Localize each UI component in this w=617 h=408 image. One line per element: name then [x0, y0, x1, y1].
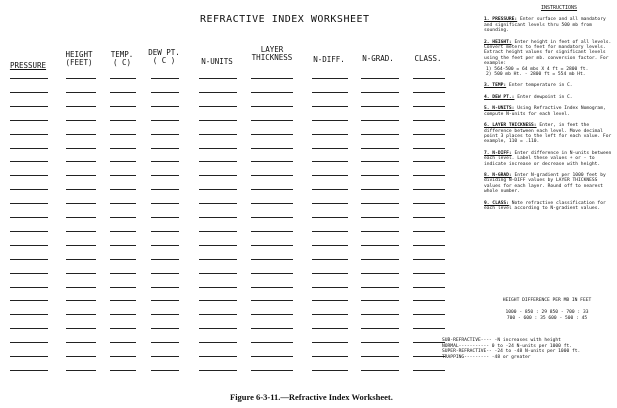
- entry-line: [361, 356, 399, 357]
- entry-line: [151, 189, 179, 190]
- entry-line: [199, 328, 237, 329]
- entry-line: [10, 231, 48, 232]
- entry-line: [199, 273, 237, 274]
- instruction-item: [484, 83, 612, 88]
- entry-line: [151, 259, 179, 260]
- entry-line: [251, 175, 293, 176]
- entry-line: [251, 203, 293, 204]
- classification-item: SUB-REFRACTIVE---- -N increases with height: [442, 338, 561, 343]
- entry-line: [251, 148, 293, 149]
- entry-line: [110, 259, 136, 260]
- entry-line: [10, 175, 48, 176]
- entry-line: [361, 106, 399, 107]
- entry-line: [251, 287, 293, 288]
- entry-line: [110, 231, 136, 232]
- entry-line: [413, 217, 445, 218]
- entry-line: [66, 217, 96, 218]
- column-header: LAYER THICKNESS: [251, 45, 293, 62]
- instructions-panel: [484, 6, 612, 217]
- entry-line: [361, 78, 399, 79]
- entry-line: [10, 259, 48, 260]
- entry-line: [151, 78, 179, 79]
- entry-line: [361, 328, 399, 329]
- entry-line: [151, 134, 179, 135]
- height-difference-table: [488, 298, 606, 322]
- entry-line: [110, 314, 136, 315]
- entry-line: [251, 370, 293, 371]
- classification-item: TRAPPING--------- -48 or greater: [442, 354, 531, 360]
- instruction-text: Using Refractive Index Nomogram, compute N-units for each level.: [484, 106, 606, 117]
- entry-line: [413, 134, 445, 135]
- entry-line: [110, 245, 136, 246]
- entry-line: [10, 328, 48, 329]
- entry-line: [312, 120, 348, 121]
- column-header: DEW PT. ( C ): [148, 48, 180, 65]
- entry-line: [361, 259, 399, 260]
- entry-line: [199, 217, 237, 218]
- entry-line: [199, 175, 237, 176]
- instruction-example: 1) 564-500 = 64 mbs X 4 ft = 2800 ft. 2) 500 mb Ht. - 2800 ft = 554 mb Ht.: [486, 66, 589, 78]
- entry-line: [361, 245, 399, 246]
- entry-line: [10, 203, 48, 204]
- instruction-text: Note refractive classification for each level according to N-gradient values.: [484, 200, 606, 211]
- entry-line: [66, 161, 96, 162]
- entry-line: [251, 161, 293, 162]
- classification-item: NORMAL----------- 0 to -24 N-units per 1000 ft.: [442, 343, 572, 349]
- entry-line: [251, 78, 293, 79]
- instruction-item: [484, 201, 612, 212]
- entry-line: [413, 175, 445, 176]
- entry-line: [199, 203, 237, 204]
- entry-line: [110, 217, 136, 218]
- entry-line: [199, 356, 237, 357]
- entry-line: [312, 273, 348, 274]
- entry-line: [199, 120, 237, 121]
- instruction-text: Enter dewpoint in C.: [517, 94, 573, 100]
- entry-line: [413, 259, 445, 260]
- entry-line: [413, 78, 445, 79]
- entry-line: [151, 370, 179, 371]
- entry-line: [413, 328, 445, 329]
- entry-line: [110, 203, 136, 204]
- entry-line: [312, 78, 348, 79]
- entry-line: [199, 287, 237, 288]
- entry-line: [312, 259, 348, 260]
- entry-line: [10, 370, 48, 371]
- entry-line: [66, 259, 96, 260]
- entry-line: [312, 161, 348, 162]
- entry-line: [151, 231, 179, 232]
- entry-line: [361, 342, 399, 343]
- entry-line: [199, 342, 237, 343]
- entry-line: [413, 314, 445, 315]
- entry-line: [10, 273, 48, 274]
- entry-line: [361, 120, 399, 121]
- entry-line: [312, 370, 348, 371]
- entry-line: [199, 106, 237, 107]
- instruction-title: 9. CLASS:: [484, 200, 509, 206]
- entry-line: [312, 148, 348, 149]
- instruction-item: [484, 17, 612, 33]
- entry-line: [66, 273, 96, 274]
- entry-line: [413, 300, 445, 301]
- instructions-heading: INSTRUCTIONS: [540, 5, 578, 11]
- entry-line: [312, 231, 348, 232]
- entry-line: [199, 189, 237, 190]
- entry-line: [199, 370, 237, 371]
- entry-line: [151, 342, 179, 343]
- entry-line: [251, 134, 293, 135]
- entry-line: [66, 245, 96, 246]
- entry-line: [151, 148, 179, 149]
- instruction-item: [484, 95, 612, 100]
- entry-line: [312, 356, 348, 357]
- entry-line: [66, 314, 96, 315]
- entry-line: [361, 314, 399, 315]
- entry-line: [110, 273, 136, 274]
- entry-line: [413, 189, 445, 190]
- entry-line: [251, 314, 293, 315]
- entry-line: [10, 148, 48, 149]
- entry-line: [10, 78, 48, 79]
- entry-line: [151, 120, 179, 121]
- entry-line: [10, 314, 48, 315]
- entry-line: [312, 92, 348, 93]
- entry-line: [151, 314, 179, 315]
- entry-line: [66, 92, 96, 93]
- entry-line: [251, 92, 293, 93]
- entry-line: [66, 106, 96, 107]
- entry-line: [151, 245, 179, 246]
- entry-line: [312, 189, 348, 190]
- entry-line: [199, 300, 237, 301]
- entry-line: [361, 370, 399, 371]
- entry-line: [312, 245, 348, 246]
- entry-line: [361, 92, 399, 93]
- entry-line: [66, 370, 96, 371]
- instruction-text: Enter N-gradient per 1000 feet by dividing N-DIFF values by LAYER THICKNESS values for each layer. Round off to nearest whole number.: [484, 172, 606, 195]
- entry-line: [110, 134, 136, 135]
- entry-line: [110, 370, 136, 371]
- entry-line: [151, 273, 179, 274]
- entry-line: [312, 203, 348, 204]
- column-header: N-UNITS: [201, 57, 233, 66]
- entry-line: [66, 203, 96, 204]
- height-difference-row: 1000 - 850 : 29 850 - 700 : 33: [505, 310, 589, 315]
- instruction-text: Enter height in feet of all levels. Convert meters to feet for mandatory levels. Extract height values for significant levels using the feet per mb. conversion factor. For example:: [484, 39, 612, 67]
- instruction-title: 4. DEW PT.:: [484, 94, 515, 100]
- entry-line: [251, 120, 293, 121]
- entry-line: [251, 106, 293, 107]
- entry-line: [361, 203, 399, 204]
- entry-line: [10, 245, 48, 246]
- entry-line: [66, 342, 96, 343]
- column-header: CLASS.: [414, 54, 442, 63]
- entry-line: [151, 300, 179, 301]
- entry-line: [361, 217, 399, 218]
- instruction-title: 8. N-GRAD:: [484, 172, 512, 178]
- entry-line: [199, 161, 237, 162]
- entry-line: [361, 148, 399, 149]
- entry-line: [10, 287, 48, 288]
- entry-line: [66, 189, 96, 190]
- entry-line: [361, 231, 399, 232]
- instruction-text: Enter, in feet the difference between each level. Move decimal point 3 places to the left for each value. For example, 110 = .110.: [484, 123, 612, 145]
- entry-line: [361, 175, 399, 176]
- entry-line: [151, 203, 179, 204]
- entry-line: [312, 328, 348, 329]
- entry-line: [413, 356, 445, 357]
- entry-line: [312, 217, 348, 218]
- entry-line: [199, 231, 237, 232]
- height-difference-title: HEIGHT DIFFERENCE PER MB IN FEET: [502, 298, 592, 303]
- classification-item: SUPER-REFRACTIVE-- -24 to -48 N-units per 1000 ft.: [442, 349, 581, 355]
- entry-line: [110, 175, 136, 176]
- entry-line: [66, 300, 96, 301]
- entry-line: [66, 134, 96, 135]
- entry-line: [10, 342, 48, 343]
- column-header: TEMP. ( C): [110, 50, 134, 67]
- entry-line: [312, 134, 348, 135]
- entry-line: [151, 217, 179, 218]
- entry-line: [413, 231, 445, 232]
- entry-line: [151, 287, 179, 288]
- entry-line: [110, 189, 136, 190]
- entry-line: [151, 92, 179, 93]
- entry-line: [66, 356, 96, 357]
- entry-line: [413, 273, 445, 274]
- entry-line: [199, 259, 237, 260]
- entry-line: [312, 314, 348, 315]
- entry-line: [361, 161, 399, 162]
- entry-line: [10, 189, 48, 190]
- entry-line: [312, 300, 348, 301]
- entry-line: [110, 356, 136, 357]
- instruction-text: Enter difference in N-units between each level. Label these values + or - to indicate increase or decrease with height.: [484, 150, 612, 167]
- entry-line: [66, 175, 96, 176]
- entry-line: [251, 245, 293, 246]
- entry-line: [199, 314, 237, 315]
- column-header: N-DIFF.: [313, 55, 345, 64]
- entry-line: [66, 120, 96, 121]
- figure-caption: Figure 6-3-11.—Refractive Index Worksheet.: [230, 392, 393, 402]
- entry-line: [199, 148, 237, 149]
- entry-line: [251, 328, 293, 329]
- entry-line: [151, 161, 179, 162]
- entry-line: [251, 217, 293, 218]
- entry-line: [110, 161, 136, 162]
- instruction-item: [484, 40, 612, 78]
- height-difference-row: 700 - 600 : 35 600 - 500 : 45: [506, 316, 588, 321]
- entry-line: [10, 300, 48, 301]
- entry-line: [151, 106, 179, 107]
- entry-line: [312, 106, 348, 107]
- entry-line: [110, 106, 136, 107]
- entry-line: [361, 300, 399, 301]
- entry-line: [110, 342, 136, 343]
- entry-line: [110, 287, 136, 288]
- instruction-item: [484, 123, 612, 145]
- instruction-title: 7. N-DIFF:: [484, 150, 512, 156]
- entry-line: [10, 134, 48, 135]
- entry-line: [413, 245, 445, 246]
- instruction-item: [484, 151, 612, 167]
- entry-line: [151, 328, 179, 329]
- entry-line: [199, 245, 237, 246]
- entry-line: [10, 161, 48, 162]
- entry-line: [413, 203, 445, 204]
- entry-line: [110, 300, 136, 301]
- column-header: N-GRAD.: [362, 54, 394, 63]
- column-header: HEIGHT (FEET): [65, 50, 93, 67]
- entry-line: [361, 134, 399, 135]
- entry-line: [251, 259, 293, 260]
- entry-line: [413, 370, 445, 371]
- instruction-title: 1. PRESSURE:: [484, 17, 518, 23]
- instruction-item: [484, 106, 612, 117]
- entry-line: [110, 120, 136, 121]
- entry-line: [251, 231, 293, 232]
- instruction-title: 5. N-UNITS:: [484, 106, 515, 112]
- entry-line: [10, 92, 48, 93]
- entry-line: [413, 106, 445, 107]
- entry-line: [66, 78, 96, 79]
- entry-line: [413, 120, 445, 121]
- entry-line: [251, 189, 293, 190]
- entry-line: [361, 287, 399, 288]
- entry-line: [199, 78, 237, 79]
- entry-line: [251, 273, 293, 274]
- entry-line: [199, 134, 237, 135]
- instruction-text: Enter surface and all mandatory and significant levels thru 500 mb from sounding.: [484, 17, 606, 34]
- entry-line: [413, 342, 445, 343]
- instruction-title: 6. LAYER THICKNESS:: [484, 123, 537, 129]
- entry-line: [110, 328, 136, 329]
- entry-line: [66, 287, 96, 288]
- entry-line: [251, 300, 293, 301]
- classification-legend: [442, 338, 612, 360]
- instruction-title: 3. TEMP:: [484, 83, 507, 89]
- entry-line: [361, 189, 399, 190]
- worksheet-title: REFRACTIVE INDEX WORKSHEET: [200, 14, 370, 25]
- entry-line: [312, 342, 348, 343]
- entry-line: [10, 120, 48, 121]
- entry-line: [110, 92, 136, 93]
- entry-line: [251, 342, 293, 343]
- entry-line: [66, 231, 96, 232]
- entry-line: [110, 78, 136, 79]
- entry-line: [413, 92, 445, 93]
- entry-line: [361, 273, 399, 274]
- instruction-text: Enter temperature in C.: [508, 83, 573, 89]
- entry-line: [413, 148, 445, 149]
- entry-line: [312, 175, 348, 176]
- entry-line: [10, 106, 48, 107]
- entry-line: [413, 161, 445, 162]
- instruction-title: 2. HEIGHT:: [484, 39, 512, 45]
- entry-line: [151, 175, 179, 176]
- entry-line: [199, 92, 237, 93]
- entry-line: [110, 148, 136, 149]
- entry-line: [312, 287, 348, 288]
- entry-line: [413, 287, 445, 288]
- entry-line: [10, 217, 48, 218]
- entry-line: [251, 356, 293, 357]
- column-header: PRESSURE: [9, 61, 47, 70]
- entry-line: [66, 328, 96, 329]
- entry-line: [10, 356, 48, 357]
- entry-line: [151, 356, 179, 357]
- instruction-item: [484, 173, 612, 195]
- entry-line: [66, 148, 96, 149]
